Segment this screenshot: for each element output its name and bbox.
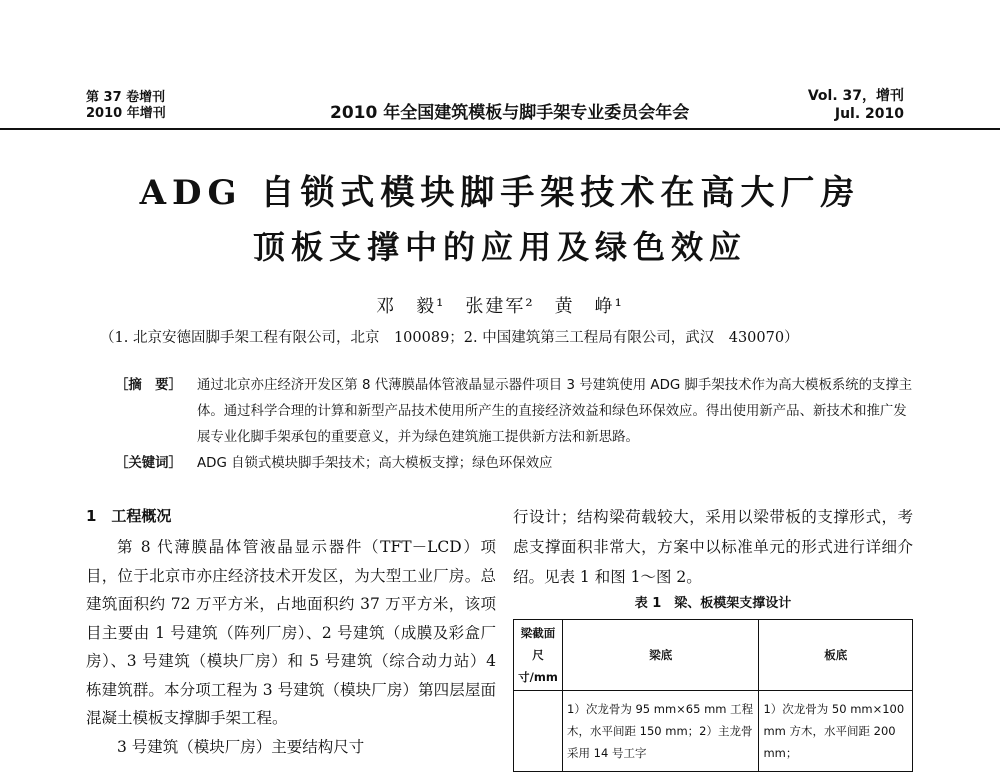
design-table <box>513 619 913 772</box>
section-heading: 1 工程概况 <box>86 507 172 525</box>
journal-volume-line2: 2010 年增刊 <box>86 106 166 121</box>
abstract-label: ［摘 要］ <box>115 378 182 393</box>
table-cell: 1）次龙骨为 50 mm×100 mm 方木，水平间距 200 mm； <box>759 691 913 772</box>
section-paragraph: 第 8 代薄膜晶体管液晶显示器件（TFT－LCD）项目，位于北京市亦庄经济技术开发区，为大型工业厂房。总建筑面积约 72 万平方米，占地面积约 37 万平方米，该项目主要由 1 号建筑（阵列厂房）、2 号建筑（成膜及彩盒厂房）、3 号建筑（模块厂房）和 5 号建筑（综合动力站）4 栋建筑群。本分项工程为 3 号建筑（模块厂房）第四层屋面混凝土模板支撑脚手架工程。 <box>86 538 496 727</box>
journal-volume-en-line2: Jul. 2010 <box>834 106 904 122</box>
abstract-text: 通过北京亦庄经济开发区第 8 代薄膜晶体管液晶显示器件项目 3 号建筑使用 ADG 脚手架技术作为高大模板系统的支撑主体。通过科学合理的计算和新型产品技术使用所产生的直接经济效益和绿色环保效应。得出使用新产品、新技术和推广发展专业化脚手架承包的重要意义，并为绿色建筑施工提供新方法和新思路。 <box>197 378 913 445</box>
journal-volume-line1: 第 37 卷增刊 <box>86 90 166 105</box>
table-caption: 表 1 梁、板模架支撑设计 <box>634 596 792 611</box>
keywords <box>115 451 915 477</box>
table-row <box>514 691 913 772</box>
paper-title-line2: 顶板支撑中的应用及绿色效应 <box>252 228 747 266</box>
right-column-text: 行设计；结构梁荷载较大，采用以梁带板的支撑形式，考虑支撑面积非常大，方案中以标准单元的形式进行详细介绍。见表 1 和图 1～图 2。 <box>513 508 913 586</box>
conference-title: 2010 年全国建筑模板与脚手架专业委员会年会 <box>330 103 690 123</box>
affiliation: （1. 北京安德固脚手架工程有限公司，北京 100089；2. 中国建筑第三工程局有限公司，武汉 430070） <box>100 330 799 346</box>
paper-title-line1: ADG 自锁式模块脚手架技术在高大厂房 <box>139 173 861 213</box>
journal-volume-en-line1: Vol. 37，增刊 <box>807 88 904 104</box>
table-cell <box>514 691 563 772</box>
journal-volume-en <box>808 87 904 123</box>
table-header-cell: 梁底 <box>563 620 759 691</box>
abstract <box>115 373 915 453</box>
header-rule <box>0 128 1000 130</box>
table-cell: 1）次龙骨为 95 mm×65 mm 工程木，水平间距 150 mm；2）主龙骨采用 14 号工字 <box>563 691 759 772</box>
left-column <box>86 533 496 761</box>
author-list: 邓 毅¹ 张建军² 黄 峥¹ <box>376 296 624 317</box>
journal-volume <box>86 90 166 122</box>
keywords-label: ［关键词］ <box>115 456 182 471</box>
table-header-row <box>514 620 913 691</box>
table-header-cell: 板底 <box>759 620 913 691</box>
table-header-cell: 梁截面尺寸/mm <box>514 620 563 691</box>
section-paragraph-partial: 3 号建筑（模块厂房）主要结构尺寸 <box>117 737 365 756</box>
keywords-text: ADG 自锁式模块脚手架技术；高大模板支撑；绿色环保效应 <box>197 456 553 471</box>
